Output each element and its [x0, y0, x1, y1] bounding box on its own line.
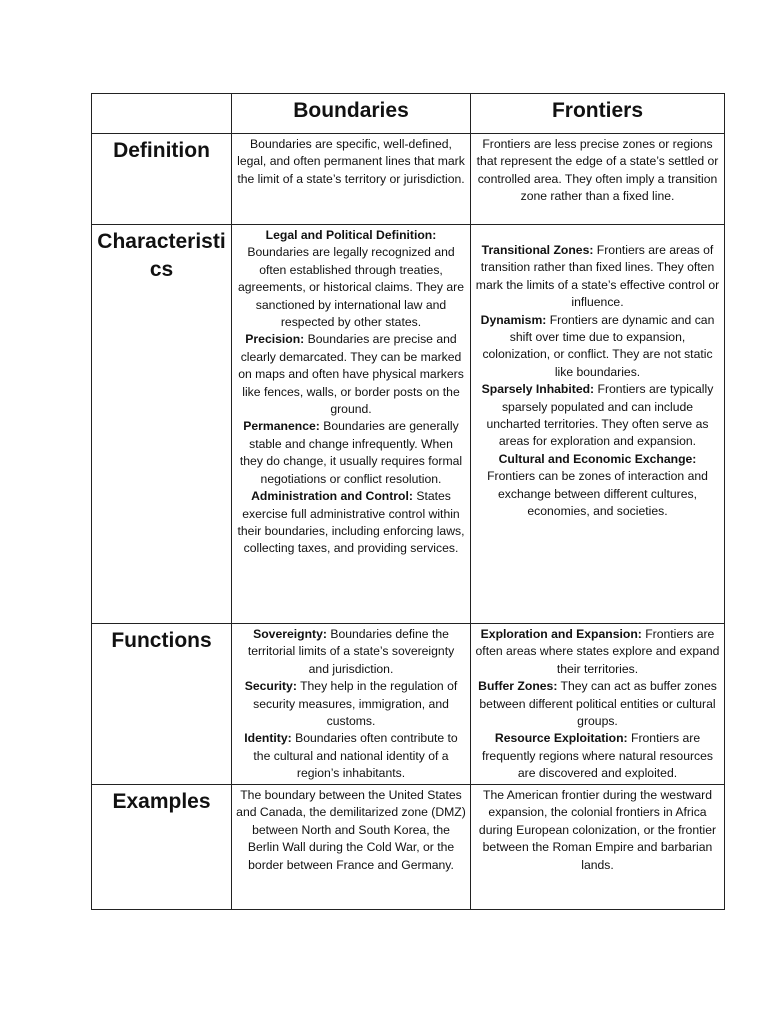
term-text: Frontiers are typically sparsely populated and can include uncharted territories. They often serve as areas for exploration and expansion. [486, 382, 714, 449]
corner-cell [92, 94, 232, 134]
list-item [475, 381, 720, 451]
term-text: Frontiers are often areas where states explore and expand their territories. [475, 627, 720, 676]
cell-definition-boundaries: Boundaries are specific, well-defined, legal, and often permanent lines that mark the limit of a state’s territory or jurisdiction. [232, 134, 471, 225]
list-item [475, 730, 720, 782]
term-label: Precision: [245, 332, 305, 347]
row-header-definition: Definition [92, 134, 232, 225]
list-item [475, 626, 720, 678]
term-text: Frontiers are frequently regions where natural resources are discovered and exploited. [481, 731, 713, 781]
term-label: Buffer Zones: [478, 679, 558, 694]
list-item [475, 678, 720, 730]
row-header-functions: Functions [92, 624, 232, 785]
list-item [475, 242, 720, 312]
term-text: They help in the regulation of security measures, immigration, and customs. [253, 679, 458, 729]
comparison-table [91, 93, 725, 910]
term-label: Exploration and Expansion: [480, 627, 642, 641]
column-header-boundaries: Boundaries [232, 94, 471, 134]
term-text: Boundaries are precise and clearly demarcated. They can be marked on maps and often have physical markers like fences, walls, or border posts on the ground. [238, 332, 464, 417]
term-label: Resource Exploitation: [494, 731, 628, 746]
term-label: Sparsely Inhabited: [481, 382, 595, 397]
table-row-characteristics [92, 225, 725, 624]
term-text: Frontiers can be zones of interaction and exchange between different cultures, economies, and societies. [487, 469, 708, 519]
list-item [236, 488, 466, 558]
term-label: Sovereignty: [253, 627, 327, 641]
term-text: Boundaries are legally recognized and often established through treaties, agreements, or historical claims. They are sanctioned by international law and respected by other states. [237, 245, 464, 330]
term-text: Boundaries are generally stable and change infrequently. When they do change, it usually requires formal negotiations or conflict resolution. [239, 419, 463, 486]
term-label: Cultural and Economic Exchange: [498, 451, 697, 466]
term-label: Security: [244, 679, 297, 694]
list-item [236, 227, 466, 331]
term-text: States exercise full administrative control within their boundaries, including enforcing laws, collecting taxes, and providing services. [237, 489, 465, 556]
table-row-functions [92, 624, 725, 785]
term-label: Administration and Control: [251, 489, 413, 504]
list-item [475, 451, 720, 521]
table-row-examples [92, 785, 725, 910]
term-label: Legal and Political Definition: [265, 228, 437, 242]
term-label: Dynamism: [480, 312, 547, 327]
term-text: Frontiers are dynamic and can shift over time due to expansion, colonization, or conflict. They are not static like boundaries. [482, 312, 715, 379]
table-row-definition [92, 134, 725, 225]
cell-definition-frontiers: Frontiers are less precise zones or regions that represent the edge of a state’s settled or controlled area. They often imply a transition zone rather than a fixed line. [471, 134, 725, 225]
list-item [236, 331, 466, 418]
list-item [236, 678, 466, 730]
column-header-frontiers: Frontiers [471, 94, 725, 134]
list-item [236, 418, 466, 488]
list-item [475, 312, 720, 382]
cell-characteristics-boundaries [232, 225, 471, 624]
term-label: Permanence: [243, 419, 320, 434]
term-text: Frontiers are areas of transition rather than fixed lines. They often mark the limits of a state’s effective control or influence. [475, 243, 720, 310]
cell-characteristics-frontiers [471, 225, 725, 624]
term-text: Boundaries define the territorial limits of a state’s sovereignty and jurisdiction. [247, 627, 455, 676]
cell-examples-frontiers: The American frontier during the westward expansion, the colonial frontiers in Africa during European colonization, or the frontier between the Roman Empire and barbarian lands. [471, 785, 725, 910]
term-text: They can act as buffer zones between different political entities or cultural groups. [479, 679, 717, 729]
header-row [92, 94, 725, 134]
term-label: Transitional Zones: [481, 243, 594, 257]
term-label: Identity: [244, 731, 292, 746]
cell-examples-boundaries: The boundary between the United States and Canada, the demilitarized zone (DMZ) between North and South Korea, the Berlin Wall during the Cold War, or the border between France and Germany. [232, 785, 471, 910]
cell-functions-boundaries [232, 624, 471, 785]
row-header-examples: Examples [92, 785, 232, 910]
term-text: Boundaries often contribute to the cultural and national identity of a region’s inhabitants. [253, 731, 458, 781]
list-item [236, 626, 466, 678]
row-header-characteristics: Characteristics [92, 225, 232, 624]
list-item [236, 730, 466, 782]
cell-functions-frontiers [471, 624, 725, 785]
